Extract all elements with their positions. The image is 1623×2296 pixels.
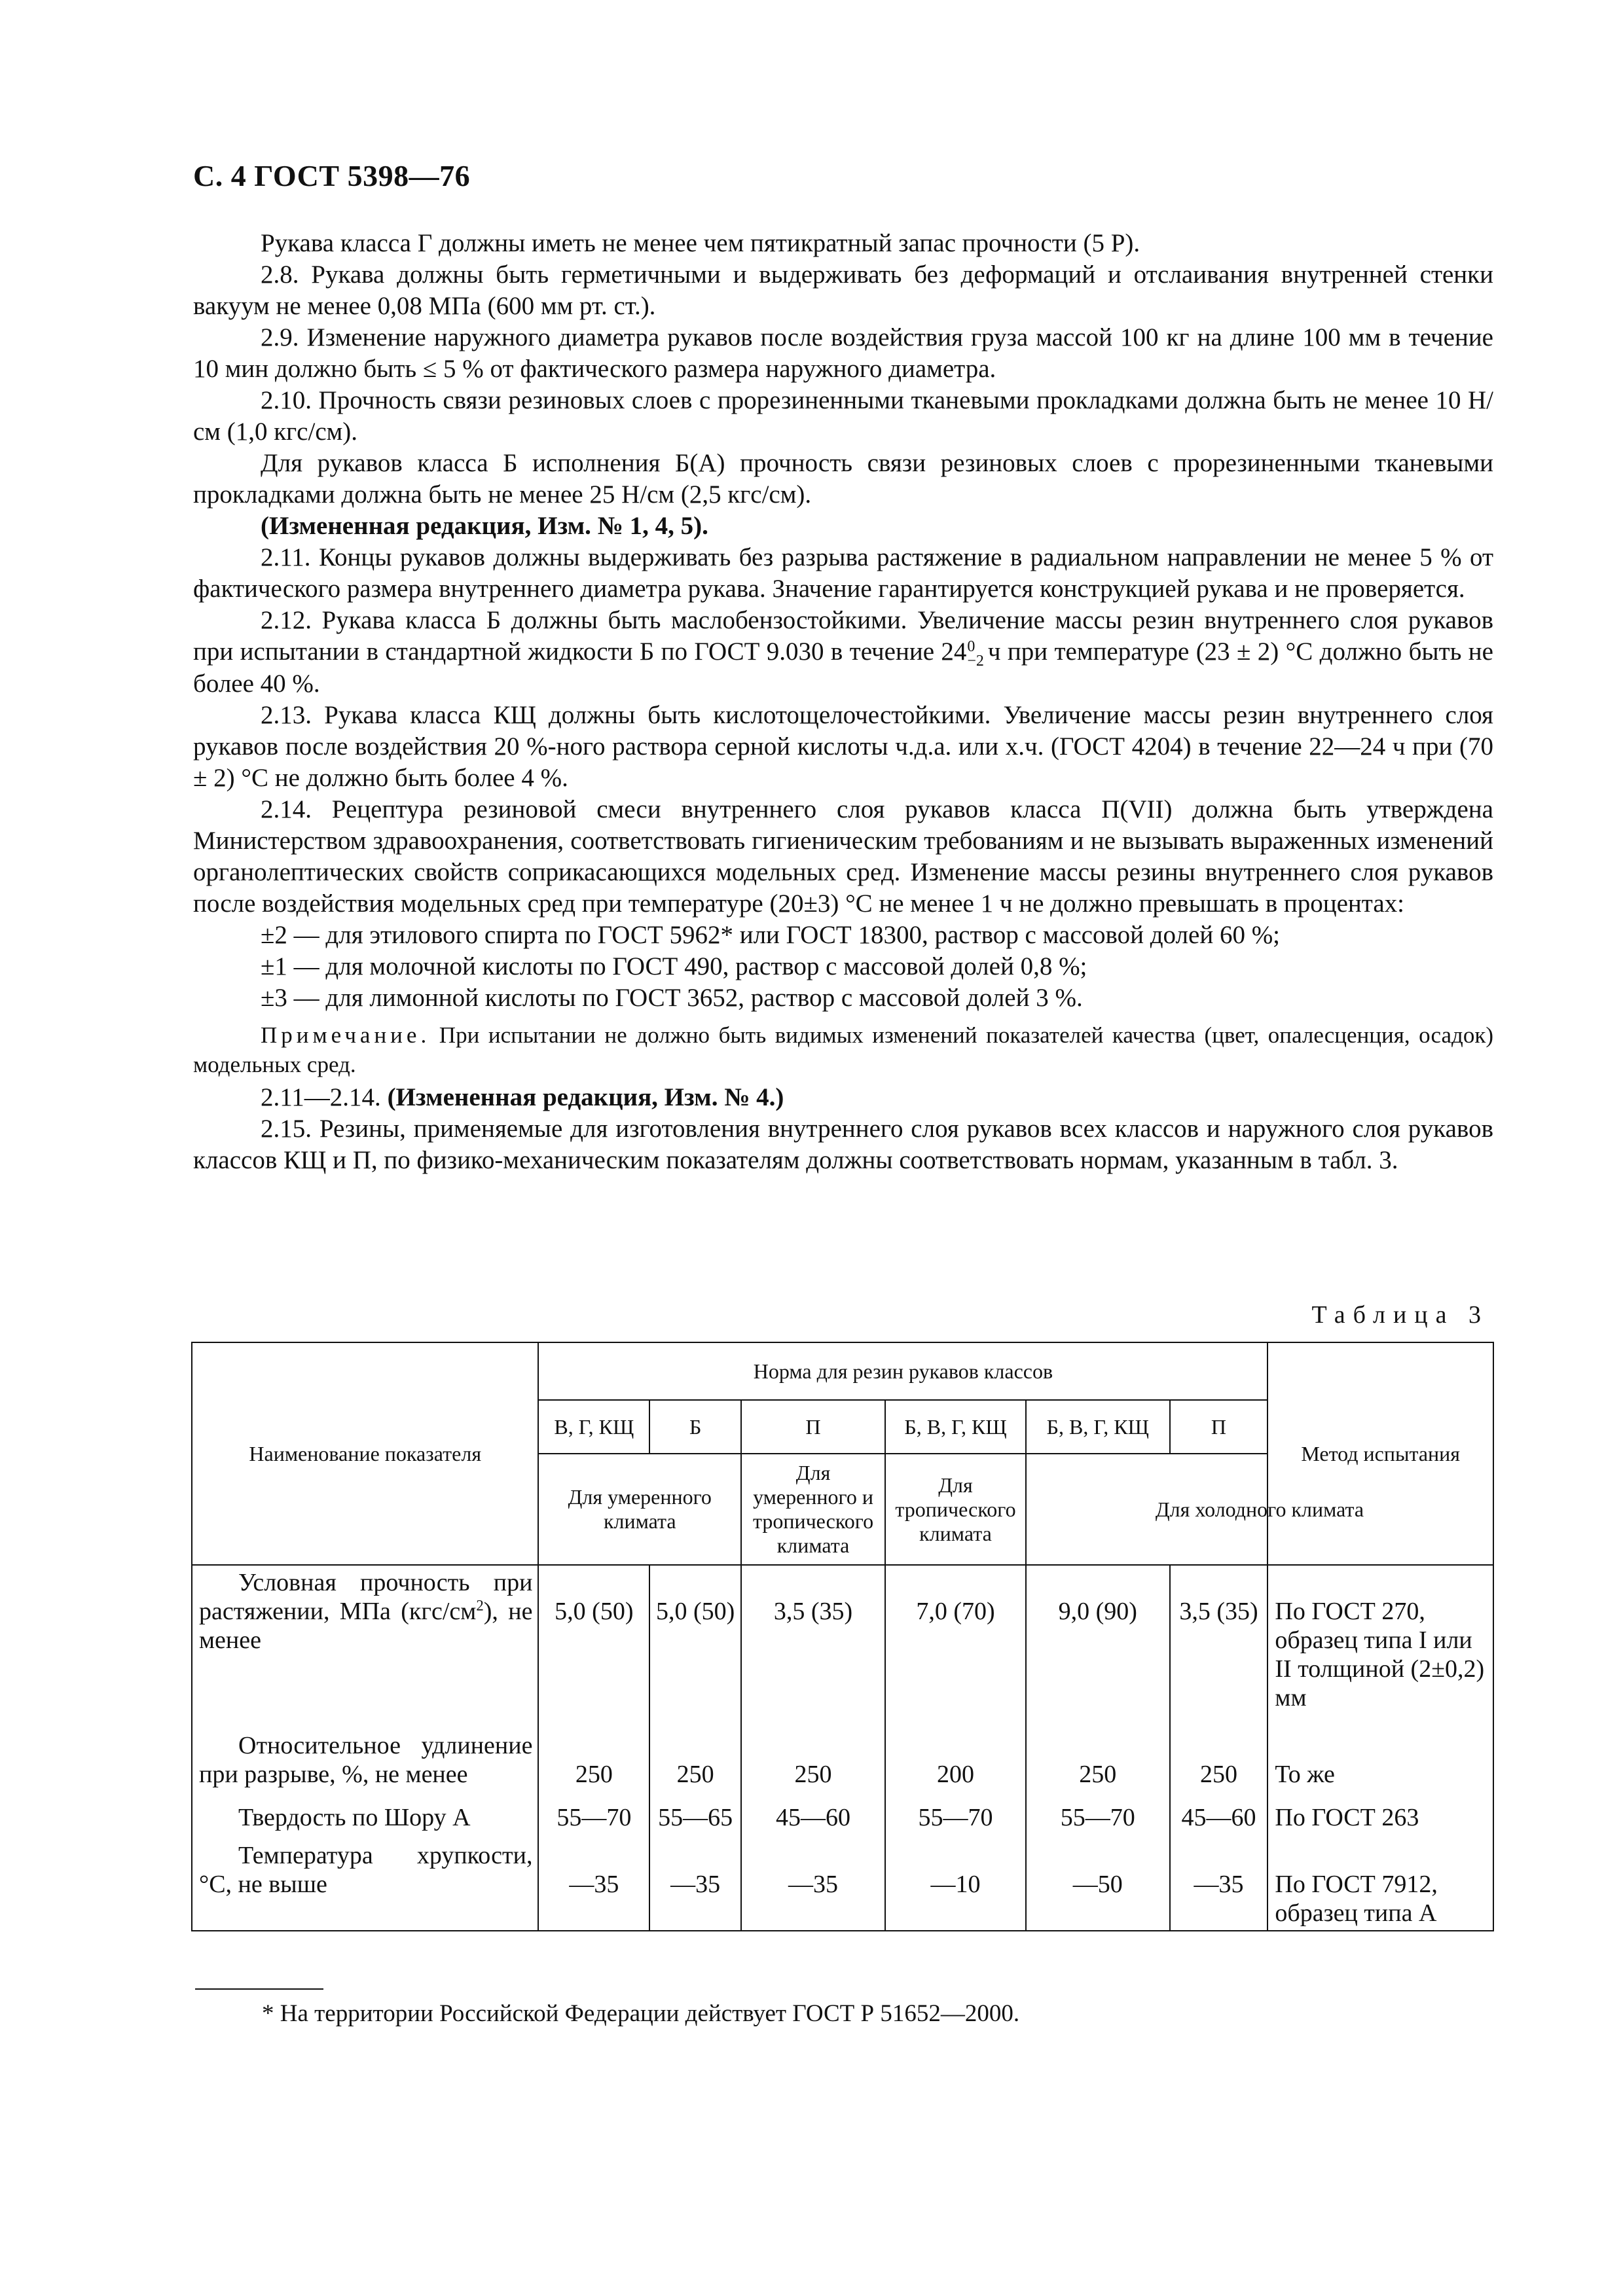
class-header: П xyxy=(741,1400,885,1454)
class-header: П xyxy=(1170,1400,1268,1454)
table-cell-name: Температура хрупкости, °С, не выше xyxy=(192,1839,538,1931)
table-cell-method: По ГОСТ 263 xyxy=(1267,1801,1493,1839)
table-cell-value: 45—60 xyxy=(741,1801,885,1839)
paragraph: Для рукавов класса Б исполнения Б(А) прочность связи резиновых слоев с прорезиненными тканевыми прокладками должна быть не менее 25 Н/см (2,5 кгс/см). xyxy=(193,449,1493,509)
table-caption: Таблица 3 xyxy=(1311,1301,1489,1329)
table-cell-value: 7,0 (70) xyxy=(885,1565,1026,1729)
table-cell-value: —10 xyxy=(885,1839,1026,1931)
table-cell-value: 250 xyxy=(741,1729,885,1801)
paragraph: 2.9. Изменение наружного диаметра рукавов после воздействия груза массой 100 кг на длине 100 мм в течение 10 мин должно быть ≤ 5 % от фактического размера наружного диаметра. xyxy=(193,323,1493,383)
tolerance xyxy=(967,639,984,668)
paragraph-text: 2.12. Рукава класса Б должны быть маслобензостойкими. Увеличение массы резин внутреннего слоя рукавов при испытании в стандартной жидкости Б по ГОСТ 9.030 в течение 24 xyxy=(193,606,1493,666)
document-body xyxy=(193,228,1493,1176)
table-cell-value: 200 xyxy=(885,1729,1026,1801)
paragraph: 2.8. Рукава должны быть герметичными и выдерживать без деформаций и отслаивания внутренней стенки вакуум не менее 0,08 МПа (600 мм рт. ст.). xyxy=(193,260,1493,320)
list-item: ±3 — для лимонной кислоты по ГОСТ 3652, раствор с массовой долей 3 %. xyxy=(261,984,1083,1013)
climate-header: Для умеренного климата xyxy=(538,1454,741,1565)
paragraph: 2.11. Концы рукавов должны выдерживать без разрыва растяжение в радиальном направлении не менее 5 % от фактического размера внутреннего диаметра рукава. Значение гарантируется конструкцией рукава и не проверяется. xyxy=(193,543,1493,603)
note-text: При испытании не должно быть видимых изменений показателей качества (цвет, опалесценция, осадок) модельных сред. xyxy=(193,1022,1493,1078)
name-text: ), не менее xyxy=(199,1598,533,1654)
table-cell-name: Относительное удлинение при разрыве, %, не менее xyxy=(192,1729,538,1801)
class-header: Б xyxy=(649,1400,741,1454)
paragraph: 2.10. Прочность связи резиновых слоев с прорезиненными тканевыми прокладками должна быть не менее 10 Н/см (1,0 кгс/см). xyxy=(193,386,1493,446)
table-cell-value: 5,0 (50) xyxy=(538,1565,649,1729)
table-cell-value: 250 xyxy=(538,1729,649,1801)
table-cell-value: 250 xyxy=(649,1729,741,1801)
table-cell-method: По ГОСТ 7912, образец типа А xyxy=(1267,1839,1493,1931)
class-header: Б, В, Г, КЩ xyxy=(1026,1400,1170,1454)
class-header: Б, В, Г, КЩ xyxy=(885,1400,1026,1454)
climate-header: Для тропического климата xyxy=(885,1454,1026,1565)
table-cell-value: —35 xyxy=(538,1839,649,1931)
table-cell-value: 3,5 (35) xyxy=(741,1565,885,1729)
column-header-norm: Норма для резин рукавов классов xyxy=(538,1342,1267,1400)
amendment-text: (Измененная редакция, Изм. № 1, 4, 5). xyxy=(261,512,708,540)
note-label: Примечание. xyxy=(261,1022,431,1049)
note xyxy=(193,1020,1493,1079)
list-item: ±1 — для молочной кислоты по ГОСТ 490, раствор с массовой долей 0,8 %; xyxy=(261,952,1087,981)
column-header-name: Наименование показателя xyxy=(192,1342,538,1565)
footnote: * На территории Российской Федерации действует ГОСТ Р 51652—2000. xyxy=(262,2000,1020,2027)
climate-header: Для умеренного и тропического климата xyxy=(741,1454,885,1565)
table-cell-value: 9,0 (90) xyxy=(1026,1565,1170,1729)
table-cell-value: 55—70 xyxy=(538,1801,649,1839)
table-cell-value: 45—60 xyxy=(1170,1801,1268,1839)
table-cell-value: —50 xyxy=(1026,1839,1170,1931)
table-cell-value: 250 xyxy=(1026,1729,1170,1801)
table-cell-value: 5,0 (50) xyxy=(649,1565,741,1729)
tolerance-lower: −2 xyxy=(967,653,984,670)
table-cell-value: 55—70 xyxy=(1026,1801,1170,1839)
table-cell-method: То же xyxy=(1267,1729,1493,1801)
table-cell-method: По ГОСТ 270, образец типа I или II толщиной (2±0,2) мм xyxy=(1267,1565,1493,1729)
table-cell-value: —35 xyxy=(741,1839,885,1931)
table-cell-value: 250 xyxy=(1170,1729,1268,1801)
table-cell-value: 55—65 xyxy=(649,1801,741,1839)
page-header: С. 4 ГОСТ 5398—76 xyxy=(193,159,471,192)
table-cell-value: 55—70 xyxy=(885,1801,1026,1839)
paragraph: Рукава класса Г должны иметь не менее чем пятикратный запас прочности (5 Р). xyxy=(261,229,1140,257)
paragraph: 2.14. Рецептура резиновой смеси внутреннего слоя рукавов класса П(VII) должна быть утверждена Министерством здравоохранения, соответствовать гигиеническим требованиям и не вызывать выраженных изменений органолептических свойств соприкасающихся модельных сред. Изменение массы резины внутреннего слоя рукавов после воздействия модельных сред при температуре (20±3) °С не менее 1 ч не должно превышать в процентах: xyxy=(193,795,1493,918)
list-item: ±2 — для этилового спирта по ГОСТ 5962* или ГОСТ 18300, раствор с массовой долей 60 %; xyxy=(261,921,1281,950)
paragraph: 2.13. Рукава класса КЩ должны быть кислотощелочестойкими. Увеличение массы резин внутреннего слоя рукавов после воздействия 20 %-ного раствора серной кислоты ч.д.а. или х.ч. (ГОСТ 4204) в течение 22—24 ч при (70 ± 2) °С не должно быть более 4 %. xyxy=(193,701,1493,793)
footnote-divider xyxy=(195,1988,323,1990)
name-text: Условная прочность при растяжении, МПа (кгс/см xyxy=(199,1569,533,1625)
name-superscript: 2 xyxy=(476,1597,484,1614)
properties-table xyxy=(191,1342,1494,1931)
tolerance-upper: 0 xyxy=(967,638,976,656)
amendment-note xyxy=(193,511,1493,542)
paragraph xyxy=(193,605,1493,700)
climate-header: Для холодного климата xyxy=(1026,1454,1493,1565)
paragraph-text: ч при температуре (23 ± 2) °С должно быть не более 40 %. xyxy=(193,637,1493,698)
amendment-note xyxy=(193,1082,1493,1113)
paragraph: 2.15. Резины, применяемые для изготовления внутреннего слоя рукавов всех классов и наружного слоя рукавов классов КЩ и П, по физико-механическим показателям должны соответствовать нормам, указанным в табл. 3. xyxy=(193,1115,1493,1175)
class-header: В, Г, КЩ xyxy=(538,1400,649,1454)
table-cell-name: Твердость по Шору А xyxy=(192,1801,538,1839)
table-cell-value: —35 xyxy=(1170,1839,1268,1931)
table-cell-name xyxy=(192,1565,538,1729)
table-cell-value: 3,5 (35) xyxy=(1170,1565,1268,1729)
column-header-method: Метод испытания xyxy=(1267,1342,1493,1565)
amendment-text: (Измененная редакция, Изм. № 4.) xyxy=(387,1083,784,1112)
table-cell-value: —35 xyxy=(649,1839,741,1931)
amendment-range: 2.11—2.14. xyxy=(261,1083,381,1112)
